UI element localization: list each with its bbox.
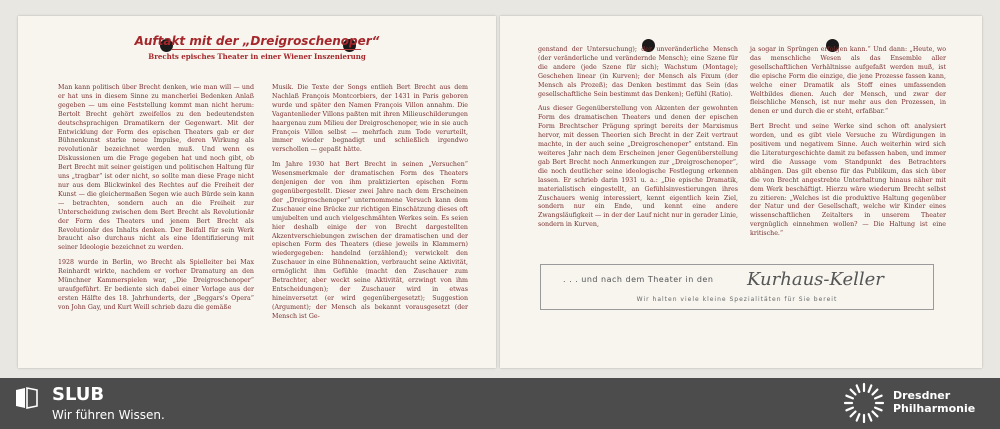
ad-brand: Kurhaus-Keller — [747, 269, 884, 290]
text-column-4 — [750, 46, 946, 245]
text-column-1 — [58, 84, 254, 319]
paragraph: Aus dieser Gegenüberstellung von Akzenten der gewohnten Form des dramatischen Theaters und denen der epischen Form Brechtscher Prägung springt bereits der Marxismus hervor, mit dessen Theorien sich Brecht in der Zeit vertraut machte, in der auch seine „Dreigroschenoper“ entstand. Ein weiteres Jahr nach dem Erscheinen jener Gegenüberstellung gab Bert Brecht noch Anmerkungen zur „Dreigroschenoper“, die noch deutlicher seine ideologische Festlegung erkennen lassen. Er schrieb darin 1931 u. a.: „Die epische Dramatik, materialistisch eingestellt, an Gefühlsinvestierungen ihres Zuschauers wenig interessiert, kennt eigentlich kein Ziel, sondern nur ein Ende, und kennt eine andere Zwangsläufigkeit — in der der Lauf nicht nur in gerader Linie, sondern in Kurven, — [538, 105, 738, 229]
paragraph: 1928 wurde in Berlin, wo Brecht als Spielleiter bei Max Reinhardt wirkte, nachdem er vorher Dramaturg an den Münchner Kammerspielen war, „Die Dreigroschenoper“ uraufgeführt. Er bediente sich dabei einer Vorlage aus der ersten Hälfte des 18. Jahrhunderts, der „Beggars's Opera“ von John Gay, und Kurt Weill schrieb dazu die gemäße — [58, 259, 254, 311]
text-column-2 — [272, 84, 468, 328]
text-column-3 — [538, 46, 738, 236]
paragraph: Bert Brecht und seine Werke sind schon oft analysiert worden, und es gibt viele Versuche zu Würdigungen in positivem und negativem Sinne. Auch weiterhin wird sich die Literaturgeschichte damit zu befassen haben, und immer wird die Aussage vom Standpunkt des Betrachters abhängen. Das gilt ebenso für das Publikum, das sich über die von Brecht angestrebte Unterhaltung hinaus näher mit dem Werk beschäftigt. Hierzu wäre wiederum Brecht selbst zu zitieren: „Welches ist die produktive Haltung gegenüber der Natur und der Gesellschaft, welche wir Kinder eines wissenschaftlichen Zeitalters in unserem Theater vergnüglich einnehmen wollen? — Die Haltung ist eine kritische.“ — [750, 123, 946, 238]
partner-name-line-2: Philharmonie — [893, 402, 976, 415]
partner-name-line-1: Dresdner — [893, 389, 951, 402]
slub-name[interactable]: SLUB — [52, 384, 105, 405]
right-page — [500, 16, 982, 368]
ad-prefix: . . . und nach dem Theater in den — [563, 275, 714, 284]
paragraph: Im Jahre 1930 hat Bert Brecht in seinen „Versuchen“ Wesensmerkmale der dramatischen Form des Theaters denjenigen der von ihm praktizierten epischen Form gegenübergestellt. Dieser zwei Jahre nach dem Erscheinen der „Dreigroschenoper“ unternommene Versuch kann dem Zuschauer eine Brücke zur richtigen Einschätzung dieses oft umjubelten und auch vielgeschmähten Werkes sein. Es seien hier deshalb einige der von Brecht dargestellten Akzentverschiebungen zwischen der dramatischen und der epischen Form des Theaters (diese jeweils in Klammern) wiedergegeben: handelnd (erzählend); verwickelt den Zuschauer in eine Bühnenaktion, verbraucht seine Aktivität, ermöglicht ihm Gefühle (macht den Zuschauer zum Betrachter, aber weckt seine Aktivität, erzwingt von ihm Entscheidungen); der Zuschauer wird in etwas hineinversetzt (er wird gegenübergesetzt); Suggestion (Argument); der Mensch als bekannt vorausgesetzt (der Mensch ist Ge- — [272, 161, 468, 320]
ad-tagline: Wir halten viele kleine Spezialitäten für Sie bereit — [636, 296, 838, 303]
paragraph: ja sogar in Sprüngen erfolgen kann.“ Und dann: „Heute, wo das menschliche Wesen als das Ensemble aller gesellschaftlichen Verhältnisse aufgefaßt werden muß, ist die epische Form die einzige, die jene Prozesse fassen kann, welche einer Dramatik als Stoff eines umfassenden Weltbildes dienen. Auch der Mensch, und zwar der fleischliche Mensch, ist nur mehr aus den Prozessen, in denen er und durch die er steht, erfaßbar.“ — [750, 46, 946, 116]
article-subtitle: Brechts episches Theater in einer Wiener Inszenierung — [148, 52, 366, 61]
title-divider — [171, 49, 361, 50]
footer-bar — [0, 378, 1000, 429]
slub-logo-icon[interactable] — [14, 386, 39, 411]
left-page — [18, 16, 496, 368]
dresdner-philharmonie-logo-icon[interactable] — [842, 381, 886, 425]
article-title: Auftakt mit der „Dreigroschenoper“ — [134, 34, 380, 48]
kurhaus-keller-advertisement — [540, 264, 934, 310]
paragraph: Man kann politisch über Brecht denken, wie man will — und er hat uns in diesem Sinne zu mancherlei Bedenken Anlaß gegeben — um eine Feststellung kommt man nicht herum: Bertolt Brecht gehört zweifellos zu den bedeutendsten deutschsprachigen Dramatikern der Gegenwart. Mit der Entwicklung der Form des epischen Theaters gab er der Bühnenkunst starke neue Impulse, deren Wirkung als revolutionär bezeichnet werden muß. Und wenn es Diskussionen um die Frage gegeben hat und noch gibt, ob Bert Brecht mit seiner geistigen und politischen Haltung für uns „tragbar“ ist oder nicht, so sollte man diese Frage nicht nur aus dem Blickwinkel des Rechtes auf die Freiheit der Kunst — die gleichermaßen Segen wie auch Bürde sein kann — betrachten, sondern auch an die Freiheit zur Unterscheidung zwischen dem Bert Brecht als Revolutionär der Form des Theaters und jenem Bert Brecht als Revolutionär des Inhalts denken. Der Beifall für sein Werk braucht also durchaus nicht als eine Identifizierung mit seiner Ideologie bezeichnet zu werden. — [58, 84, 254, 252]
partner-name[interactable] — [893, 389, 975, 415]
slub-tagline: Wir führen Wissen. — [52, 408, 165, 422]
paragraph: genstand der Untersuchung); der unveränderliche Mensch (der veränderliche und verändernde Mensch); eine Szene für die andere (jede Szene für sich); Wachstum (Montage); Geschehen linear (in Kurven); der Mensch als Fixum (der Mensch als Prozeß); das Denken bestimmt das Sein (das gesellschaftliche Sein bestimmt das Denken); Gefühl (Ratio). — [538, 46, 738, 98]
paragraph: Musik. Die Texte der Songs entlieh Bert Brecht aus dem Nachlaß François Montcorbiers, der 1431 in Paris geboren wurde und später den Namen François Villon annahm. Die Vagantenlieder Villons paßten mit ihren Milieuschilderungen haargenau zum Milieu der Dreigroschenoper, wie in sie auch François Villon selbst — mehrfach zum Tode verurteilt, immer wieder begnadigt und schließlich irgendwo verschollen — gepaßt hätte. — [272, 84, 468, 154]
